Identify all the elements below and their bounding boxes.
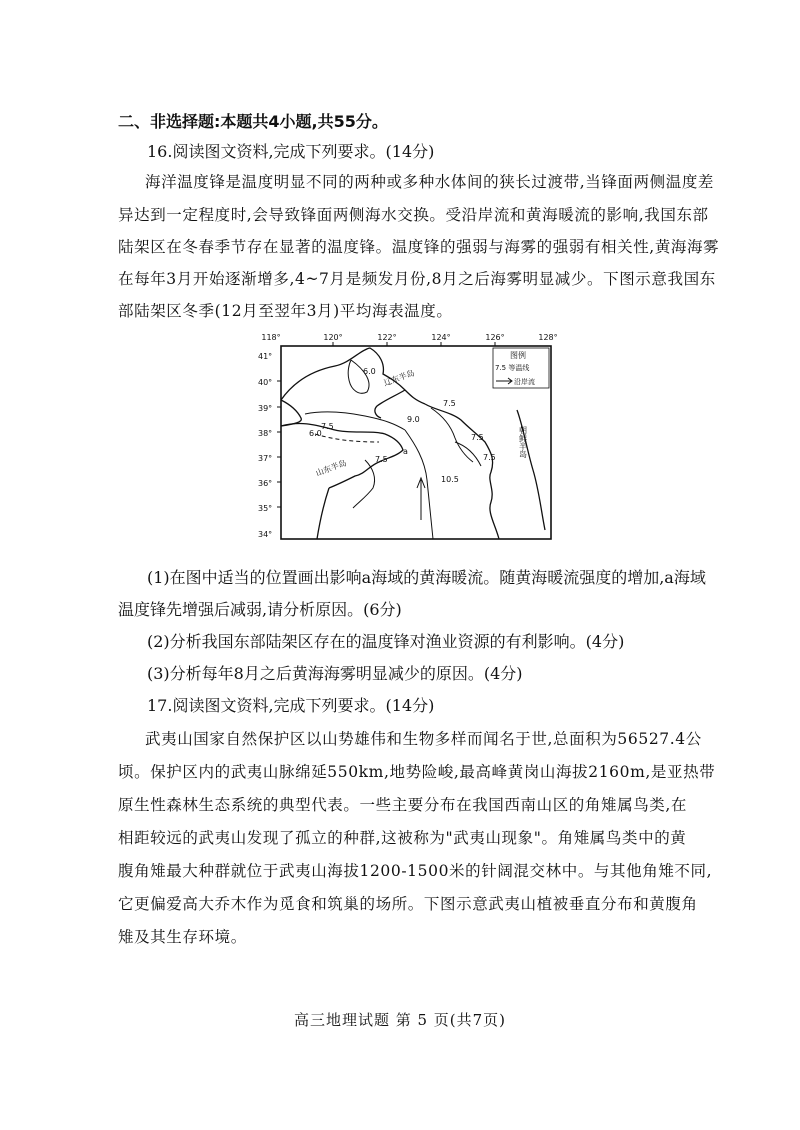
isotherm-label: 7.5 [321, 422, 334, 431]
isotherm-label: 7.5 [471, 433, 484, 442]
lat-label: 34° [258, 530, 273, 539]
isotherm-label: 7.5 [443, 399, 456, 408]
lon-label: 128° [538, 333, 558, 342]
lat-label: 39° [258, 404, 273, 413]
section-heading: 二、非选择题:本题共4小题,共55分。 [118, 112, 388, 131]
sea-surface-temperature-map [255, 330, 558, 545]
legend-isotherm: 7.5 等温线 [495, 364, 530, 372]
q17-para-line: 原生性森林生态系统的典型代表。一些主要分布在我国西南山区的角雉属鸟类,在 [118, 796, 688, 814]
legend-title: 图例 [510, 351, 526, 360]
q17-para-line: 相距较远的武夷山发现了孤立的种群,这被称为"武夷山现象"。角雉属鸟类中的黄 [118, 829, 687, 847]
lat-label: 38° [258, 429, 273, 438]
sea-a-label: a [403, 447, 408, 456]
isotherm-label: 6.0 [309, 429, 322, 438]
legend-current: 沿岸流 [514, 378, 535, 386]
lat-label: 37° [258, 454, 273, 463]
lon-label: 122° [377, 333, 397, 342]
lat-label: 35° [258, 504, 273, 513]
q16-para-line: 异达到一定程度时,会导致锋面两侧海水交换。受沿岸流和黄海暖流的影响,我国东部 [118, 206, 709, 224]
lat-label: 41° [258, 352, 273, 361]
q16-title: 16.阅读图文资料,完成下列要求。(14分) [147, 142, 435, 161]
isotherm-label: 9.0 [407, 415, 420, 424]
isotherm-label: 7.5 [375, 455, 388, 464]
q17-para-line: 雉及其生存环境。 [118, 928, 247, 946]
lon-label: 118° [261, 333, 281, 342]
q16-para-line: 部陆架区冬季(12月至翌年3月)平均海表温度。 [118, 302, 453, 320]
map-legend [493, 348, 549, 388]
liaodong-label: 辽东半岛 [382, 368, 416, 388]
q16-subquestion: 温度锋先增强后减弱,请分析原因。(6分) [118, 600, 402, 619]
q17-para-line: 顷。保护区内的武夷山脉绵延550km,地势险峻,最高峰黄岗山海拔2160m,是亚热带 [118, 763, 716, 781]
q17-para-line: 它更偏爱高大乔木作为觅食和筑巢的场所。下图示意武夷山植被垂直分布和黄腹角 [118, 895, 698, 913]
q16-para-line: 海洋温度锋是温度明显不同的两种或多种水体间的狭长过渡带,当锋面两侧温度差 [145, 173, 715, 191]
isotherm-label: 7.5 [483, 453, 496, 462]
lat-label: 40° [258, 378, 273, 387]
isotherm-label: 6.0 [363, 367, 376, 376]
shandong-label: 山东半岛 [314, 458, 348, 478]
lon-label: 126° [485, 333, 505, 342]
lon-label: 124° [431, 333, 451, 342]
q16-subquestion: (1)在图中适当的位置画出影响a海域的黄海暖流。随黄海暖流强度的增加,a海域 [147, 568, 706, 587]
korea-label: 朝鲜半岛 [518, 426, 528, 458]
q17-para-line: 腹角雉最大种群就位于武夷山海拔1200-1500米的针阔混交林中。与其他角雉不同, [118, 862, 713, 880]
q17-para-line: 武夷山国家自然保护区以山势雄伟和生物多样而闻名于世,总面积为56527.4公 [145, 730, 702, 748]
lat-label: 36° [258, 479, 273, 488]
q17-title: 17.阅读图文资料,完成下列要求。(14分) [147, 696, 435, 715]
q16-subquestion: (2)分析我国东部陆架区存在的温度锋对渔业资源的有利影响。(4分) [147, 632, 625, 651]
lon-label: 120° [323, 333, 343, 342]
q16-para-line: 陆架区在冬春季节存在显著的温度锋。温度锋的强弱与海雾的强弱有相关性,黄海海雾 [118, 238, 720, 256]
q16-subquestion: (3)分析每年8月之后黄海海雾明显减少的原因。(4分) [147, 664, 523, 683]
page-footer: 高三地理试题 第 5 页(共7页) [293, 1011, 507, 1029]
q16-para-line: 在每年3月开始逐渐增多,4~7月是频发月份,8月之后海雾明显减少。下图示意我国东 [118, 270, 716, 288]
isotherm-label: 10.5 [441, 475, 459, 484]
